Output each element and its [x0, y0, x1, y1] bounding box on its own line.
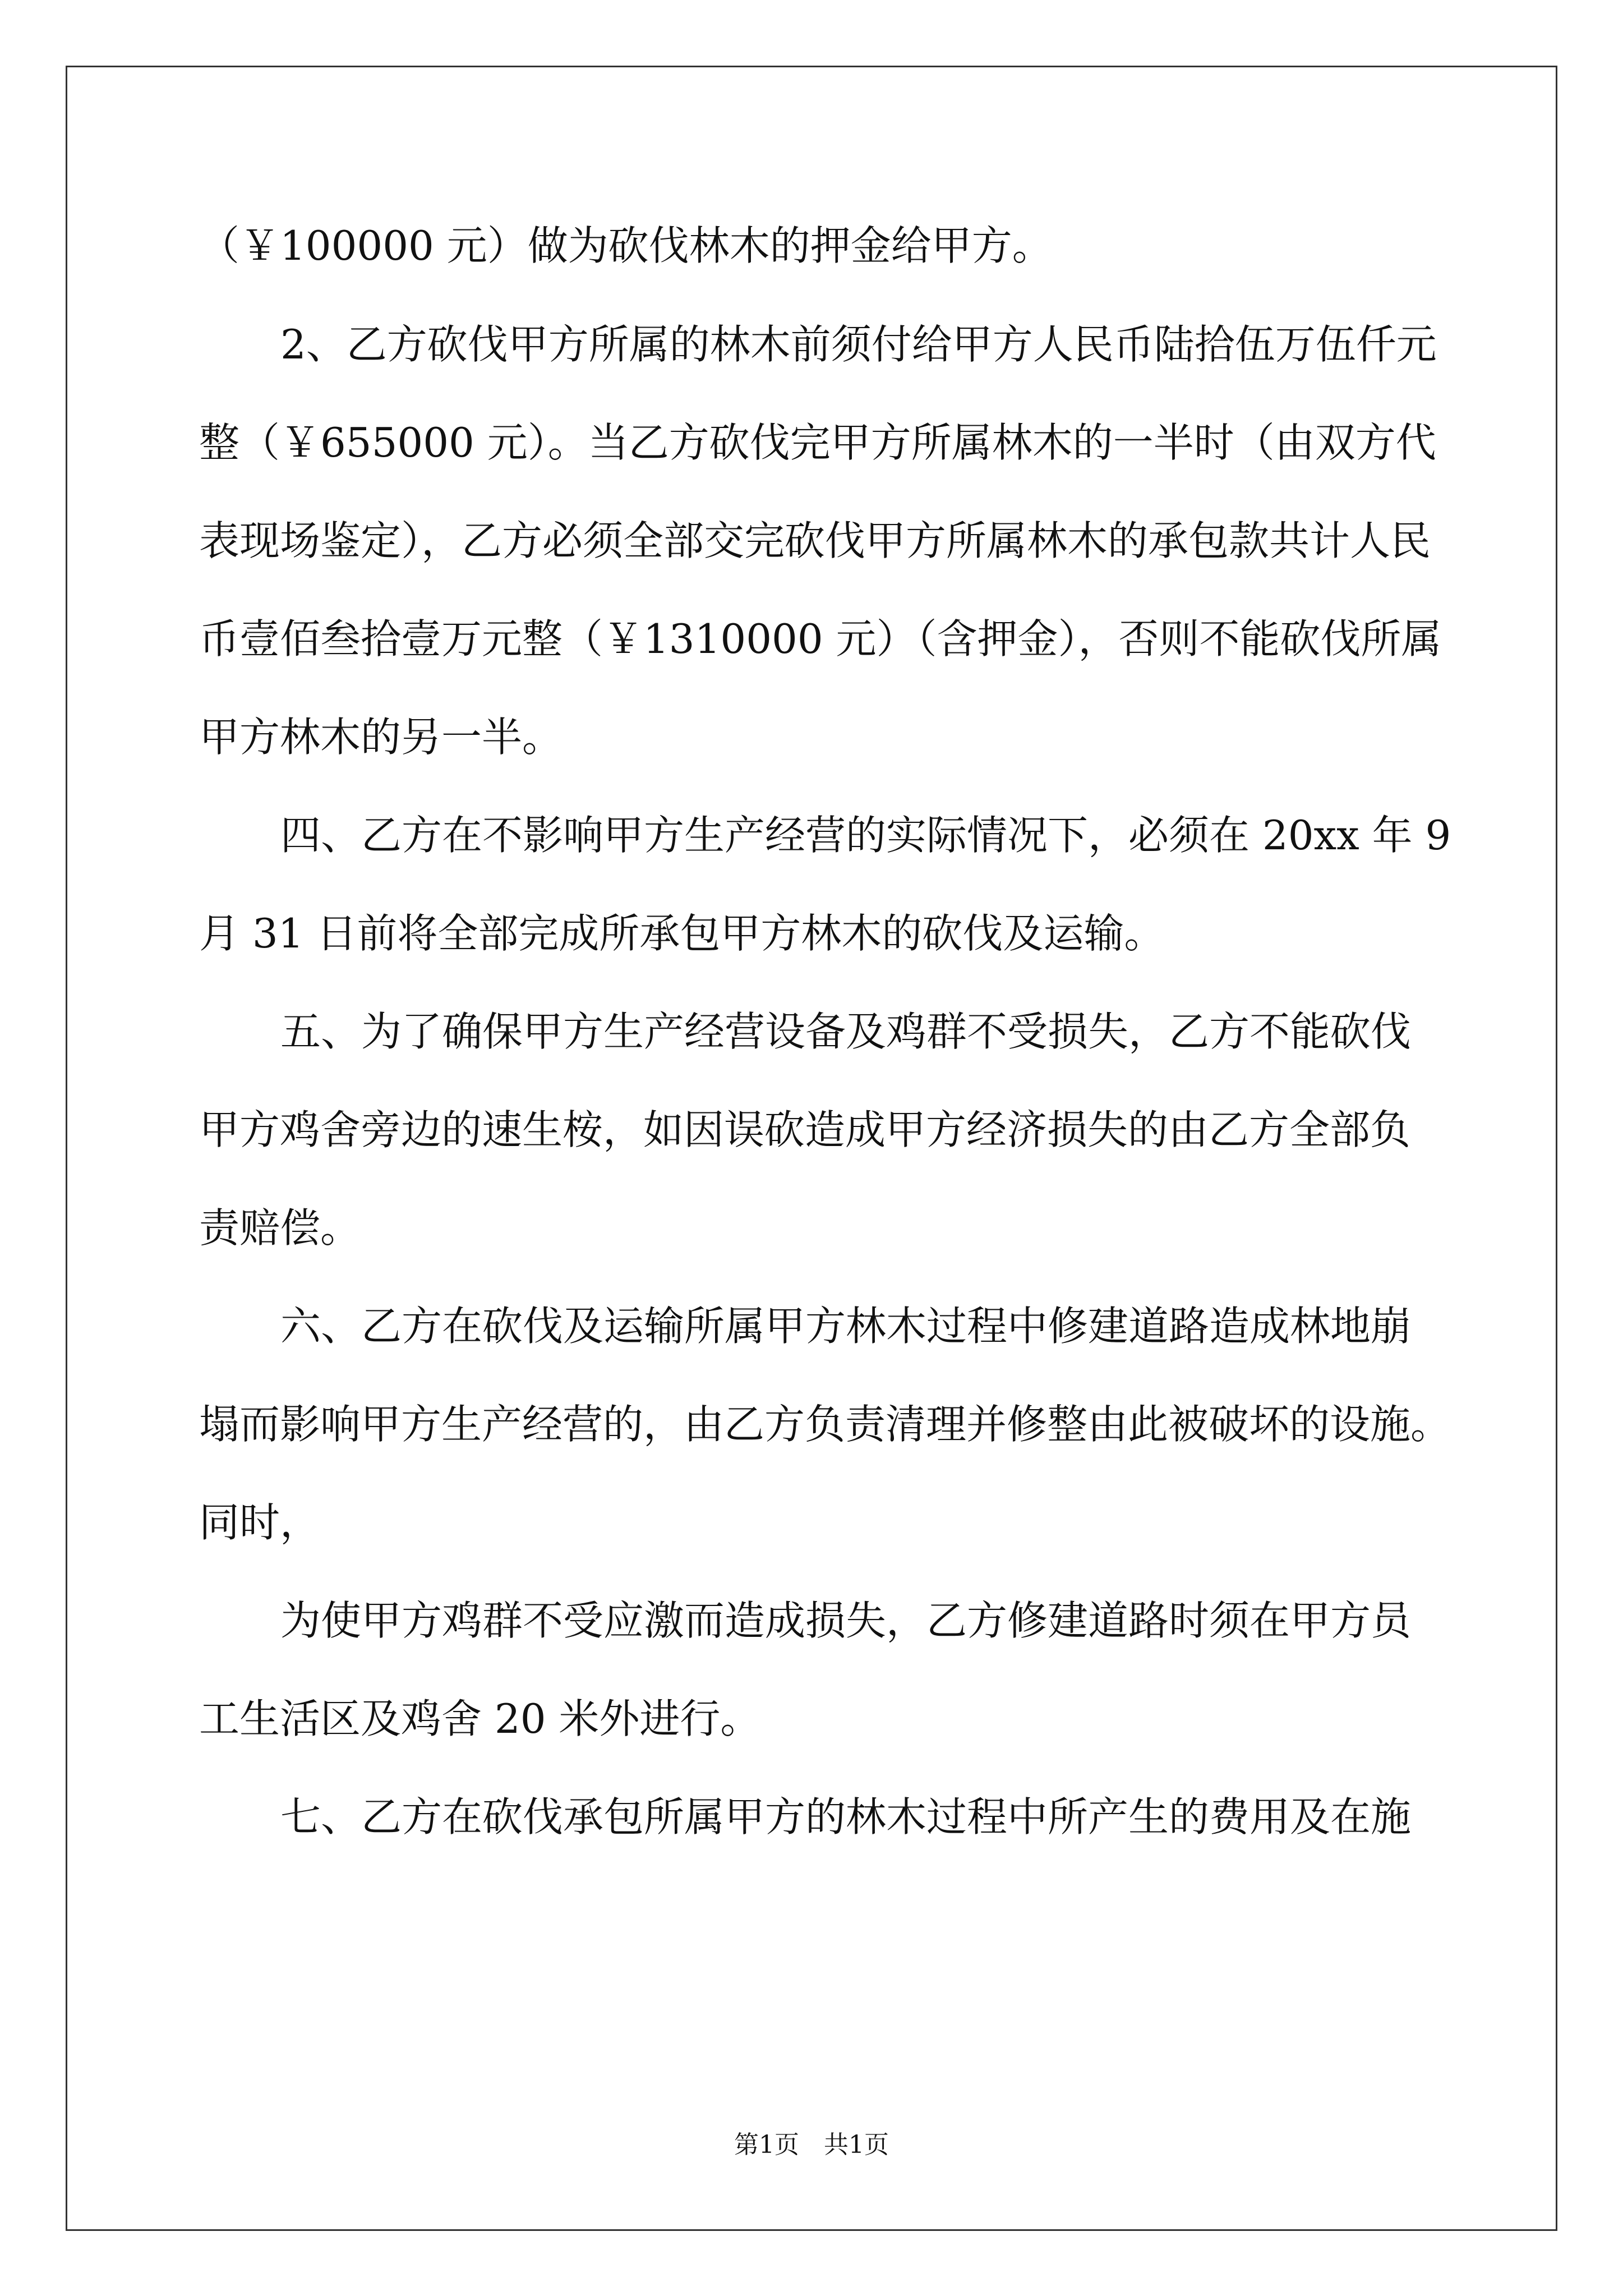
text-line: 同时， — [199, 1499, 321, 1546]
text-line: 七、乙方在砍伐承包所属甲方的林木过程中所产生的费用及在施 — [280, 1793, 1412, 1841]
text-line: 为使甲方鸡群不受应激而造成损失，乙方修建道路时须在甲方员 — [280, 1597, 1412, 1644]
text-line: （￥100000 元）做为砍伐林木的押金给甲方。 — [199, 222, 1053, 269]
text-line: 工生活区及鸡舍 20 米外进行。 — [199, 1695, 761, 1742]
text-line: 月 31 日前将全部完成所承包甲方林木的砍伐及运输。 — [199, 910, 1165, 957]
text-line: 表现场鉴定），乙方必须全部交完砍伐甲方所属林木的承包款共计人民 — [199, 517, 1431, 564]
text-line: 塌而影响甲方生产经营的，由乙方负责清理并修整由此被破坏的设施。 — [199, 1401, 1451, 1448]
text-line: 甲方林木的另一半。 — [199, 714, 563, 761]
text-line: 甲方鸡舍旁边的速生桉，如因误砍造成甲方经济损失的由乙方全部负 — [199, 1106, 1411, 1153]
text-line: 责赔偿。 — [199, 1204, 361, 1251]
text-line: 2、乙方砍伐甲方所属的林木前须付给甲方人民币陆拾伍万伍仟元 — [280, 321, 1437, 368]
page-footer: 第1页 共1页 — [734, 2131, 889, 2159]
text-line: 四、乙方在不影响甲方生产经营的实际情况下，必须在 20xx 年 9 — [280, 812, 1451, 859]
text-line: 整（￥655000 元）。当乙方砍伐完甲方所属林木的一半时（由双方代 — [199, 419, 1436, 466]
text-line: 五、为了确保甲方生产经营设备及鸡群不受损失，乙方不能砍伐 — [280, 1008, 1412, 1055]
text-line: 六、乙方在砍伐及运输所属甲方林木过程中修建道路造成林地崩 — [280, 1303, 1412, 1350]
text-line: 币壹佰叁拾壹万元整（￥1310000 元）（含押金），否则不能砍伐所属 — [199, 615, 1442, 662]
